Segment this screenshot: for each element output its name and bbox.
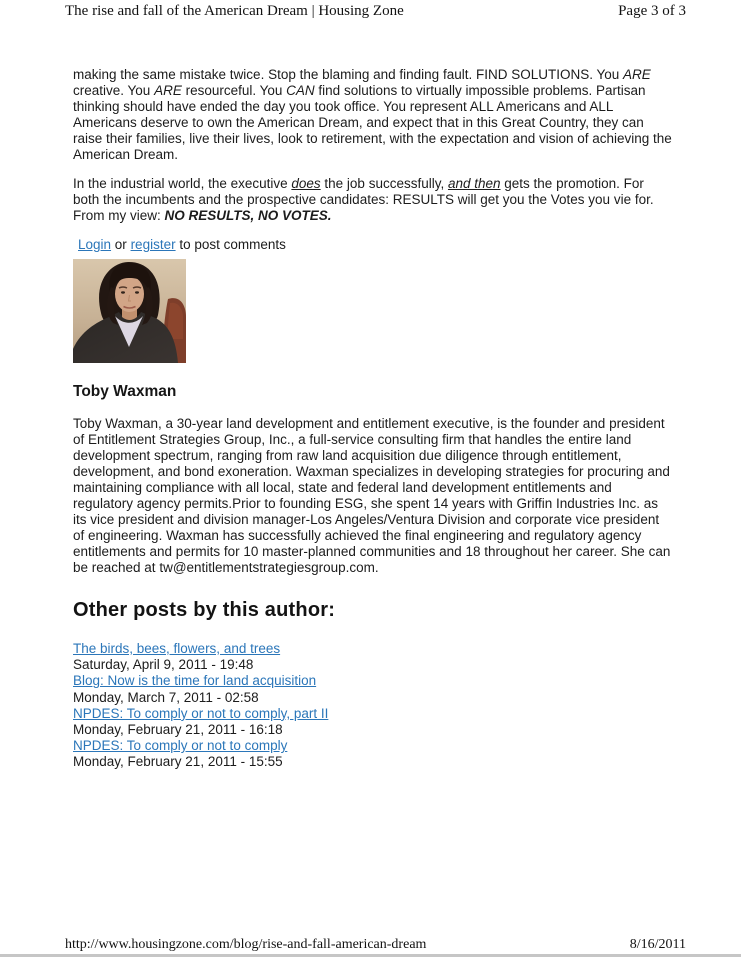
post-link[interactable]: The birds, bees, flowers, and trees bbox=[73, 641, 281, 656]
article-content bbox=[73, 67, 673, 771]
document-title: The rise and fall of the American Dream | Housing Zone bbox=[65, 3, 404, 19]
text-segment: and then bbox=[447, 176, 501, 191]
text-segment: NO RESULTS, NO VOTES. bbox=[164, 208, 332, 223]
author-name: Toby Waxman bbox=[73, 383, 177, 400]
author-bio: Toby Waxman, a 30-year land development and entitlement executive, is the founder and president of Entitlement Strategies Group, Inc., a full-service consulting firm that handles the entire land development spectrum, ranging from raw land acquisition due diligence through entitlement, development, and bond exoneration. Waxman specializes in developing strategies for procuring and maintaining compliance with all local, state and federal land development entitlements and regulatory agency permits.Prior to founding ESG, she spent 14 years with Griffin Industries Inc. as its vice president and division manager-Los Angeles/Ventura Division and corporate vice president of engineering. Waxman has successfully achieved the final engineering and regulatory agency entitlements and permits for 10 master-planned communities and 18 throughout her career. She can be reached at tw@entitlementstrategiesgroup.com. bbox=[73, 416, 671, 575]
text-segment: ARE bbox=[154, 83, 182, 98]
post-link[interactable]: NPDES: To comply or not to comply, part II bbox=[73, 705, 329, 721]
text-segment: or bbox=[111, 237, 131, 252]
login-link[interactable]: Login bbox=[78, 237, 112, 252]
post-link[interactable]: NPDES: To comply or not to comply bbox=[73, 738, 288, 754]
text-segment: CAN bbox=[286, 83, 315, 98]
other-posts-list bbox=[73, 641, 673, 771]
text-segment: resourceful. You bbox=[181, 83, 287, 98]
paragraph-no-results-no-votes bbox=[73, 176, 673, 224]
text-segment: does bbox=[291, 176, 321, 191]
text-segment: ARE bbox=[623, 67, 651, 82]
post-date: Saturday, April 9, 2011 - 19:48 bbox=[73, 657, 254, 673]
page-number: Page 3 of 3 bbox=[618, 3, 686, 19]
text-segment: the job successfully, bbox=[320, 176, 448, 191]
post-date: Monday, February 21, 2011 - 15:55 bbox=[73, 754, 283, 770]
other-posts-heading: Other posts by this author: bbox=[73, 599, 336, 621]
text-segment: creative. You bbox=[73, 83, 155, 98]
print-header bbox=[65, 3, 686, 20]
text-segment: gets the promotion. For both the incumbents and the prospective candidates: RESULTS will get you the Votes you vie for. From my view: bbox=[73, 176, 654, 223]
print-footer bbox=[65, 937, 686, 953]
post-date: Monday, February 21, 2011 - 16:18 bbox=[73, 722, 283, 738]
comment-actions-line bbox=[78, 237, 673, 253]
text-segment: making the same mistake twice. Stop the blaming and finding fault. FIND SOLUTIONS. You bbox=[73, 67, 624, 82]
print-date: 8/16/2011 bbox=[629, 937, 686, 952]
text-segment: In the industrial world, the executive bbox=[73, 176, 292, 191]
source-url: http://www.housingzone.com/blog/rise-and-fall-american-dream bbox=[65, 937, 427, 952]
register-link[interactable]: register bbox=[130, 237, 176, 252]
author-portrait-image bbox=[73, 259, 186, 363]
text-segment: to post comments bbox=[175, 237, 286, 252]
post-link[interactable]: Blog: Now is the time for land acquisition bbox=[73, 673, 317, 689]
paragraph-find-solutions bbox=[73, 67, 673, 163]
author-photo bbox=[73, 259, 186, 363]
post-date: Monday, March 7, 2011 - 02:58 bbox=[73, 689, 259, 705]
text-segment: find solutions to virtually impossible problems. Partisan thinking should have ended the day you took office. You represent ALL Americans and ALL Americans deserve to own the American Dream, and expect that in this Great Country, they can raise their families, live their lives, look to retirement, with the expectation and vision of achieving the American Dream. bbox=[73, 83, 672, 162]
